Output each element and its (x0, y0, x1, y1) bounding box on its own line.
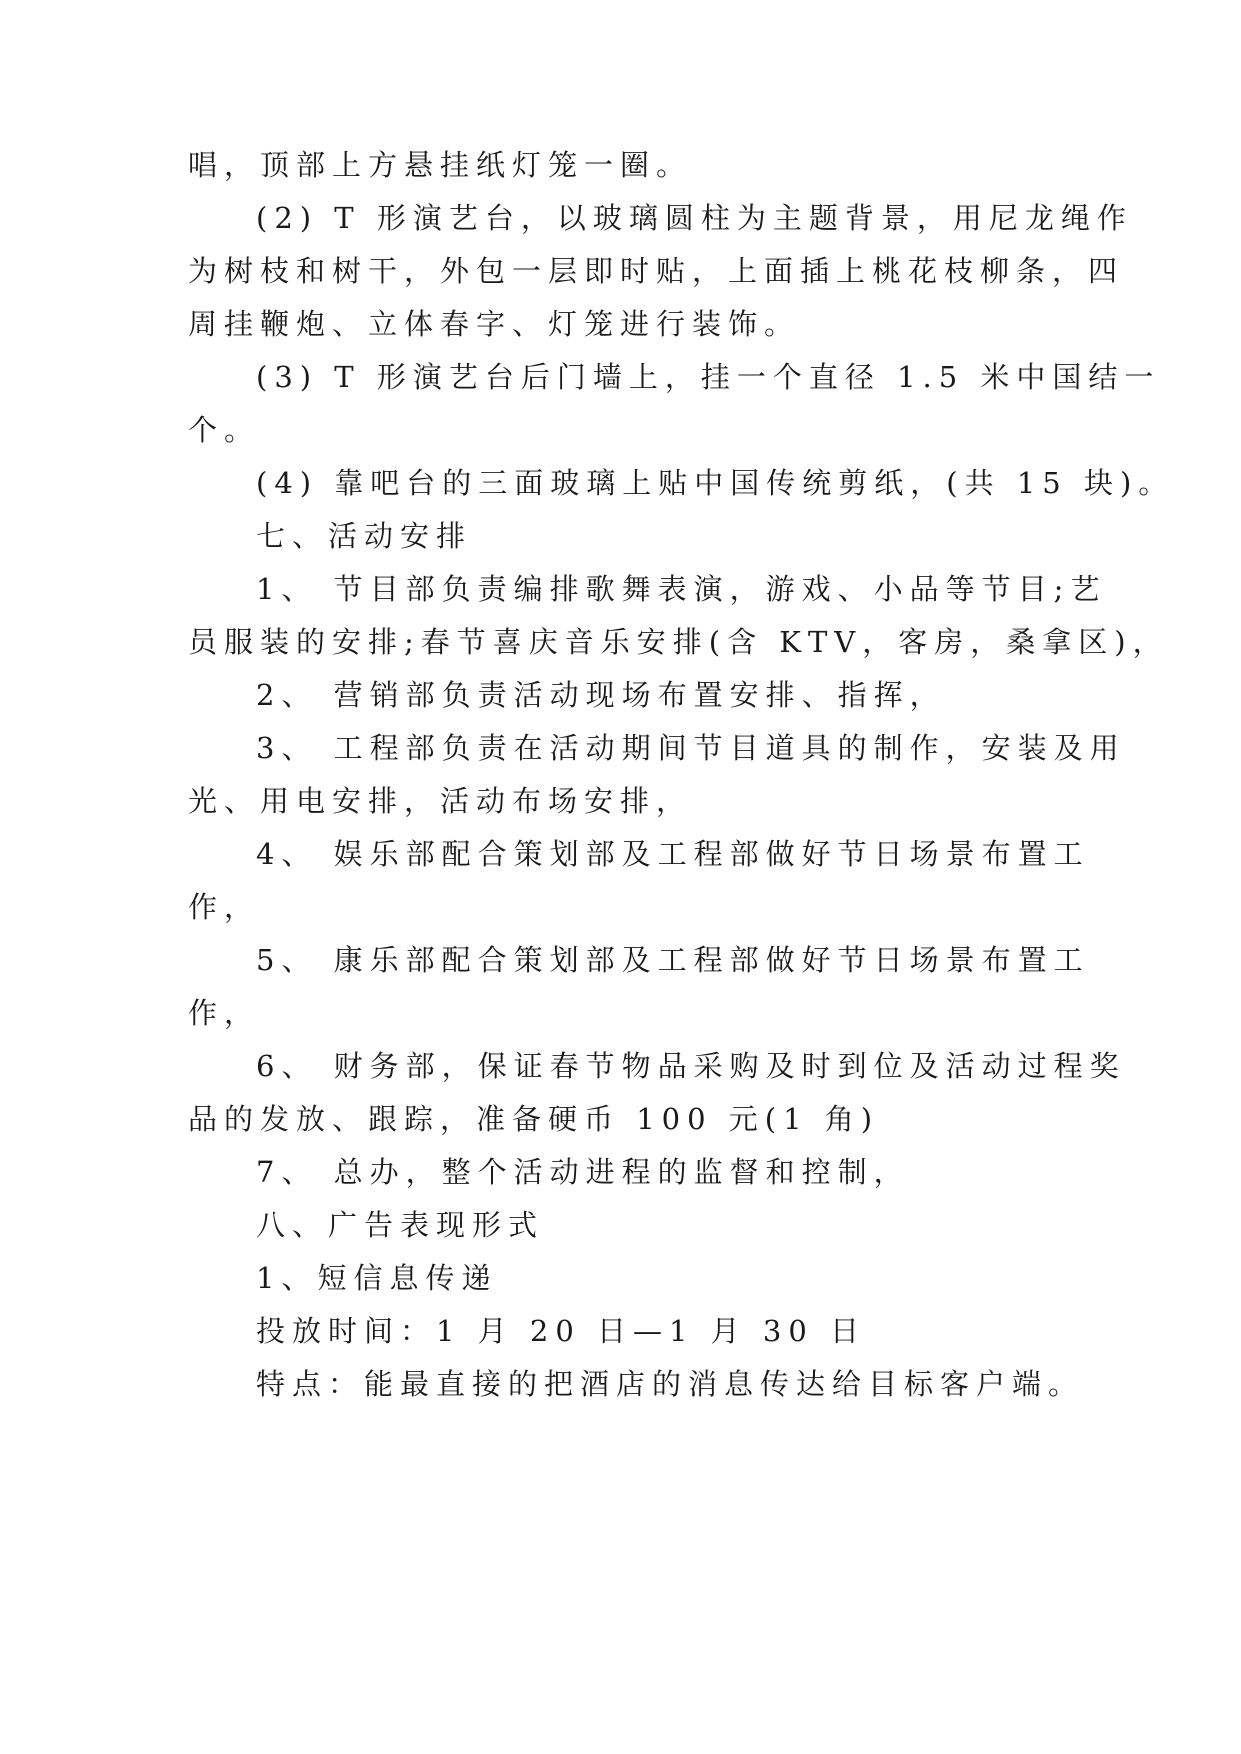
subsection-heading: 1、短信息传递 (256, 1261, 498, 1295)
text-line: 光、用电安排，活动布场安排， (188, 784, 693, 818)
text-line: 作， (188, 890, 261, 924)
text-line: 7、 总办，整个活动进程的监督和控制， (256, 1155, 910, 1189)
text-line: 员服装的安排;春节喜庆音乐安排(含 KTV，客房，桑拿区)， (188, 625, 1169, 659)
text-line: 2、 营销部负责活动现场布置安排、指挥， (256, 678, 946, 712)
text-line: (3) T 形演艺台后门墙上，挂一个直径 1.5 米中国结一 (256, 360, 1161, 394)
text-line: 3、 工程部负责在活动期间节目道具的制作，安装及用 (256, 731, 1126, 765)
text-line: 1、 节目部负责编排歌舞表演，游戏、小品等节目;艺 (256, 572, 1107, 606)
section-heading: 八、广告表现形式 (256, 1208, 545, 1242)
text-line: 作， (188, 996, 261, 1030)
text-line: 周挂鞭炮、立体春字、灯笼进行装饰。 (188, 307, 801, 341)
text-line: 5、 康乐部配合策划部及工程部做好节日场景布置工 (256, 943, 1090, 977)
text-line: (4) 靠吧台的三面玻璃上贴中国传统剪纸，(共 15 块)。 (256, 466, 1175, 500)
text-line: 6、 财务部，保证春节物品采购及时到位及活动过程奖 (256, 1049, 1126, 1083)
text-line: 品的发放、跟踪，准备硬币 100 元(1 角) (188, 1102, 880, 1136)
text-line: 个。 (188, 413, 261, 447)
section-heading: 七、活动安排 (256, 519, 473, 553)
text-line: 4、 娱乐部配合策划部及工程部做好节日场景布置工 (256, 837, 1090, 871)
text-line: 唱，顶部上方悬挂纸灯笼一圈。 (188, 148, 693, 182)
text-line: 为树枝和树干，外包一层即时贴，上面插上桃花枝柳条，四 (188, 254, 1125, 288)
text-line: (2) T 形演艺台，以玻璃圆柱为主题背景，用尼龙绳作 (256, 201, 1133, 235)
text-line: 特点：能最直接的把酒店的消息传达给目标客户端。 (256, 1367, 1085, 1401)
text-line: 投放时间：1 月 20 日—1 月 30 日 (256, 1314, 867, 1348)
